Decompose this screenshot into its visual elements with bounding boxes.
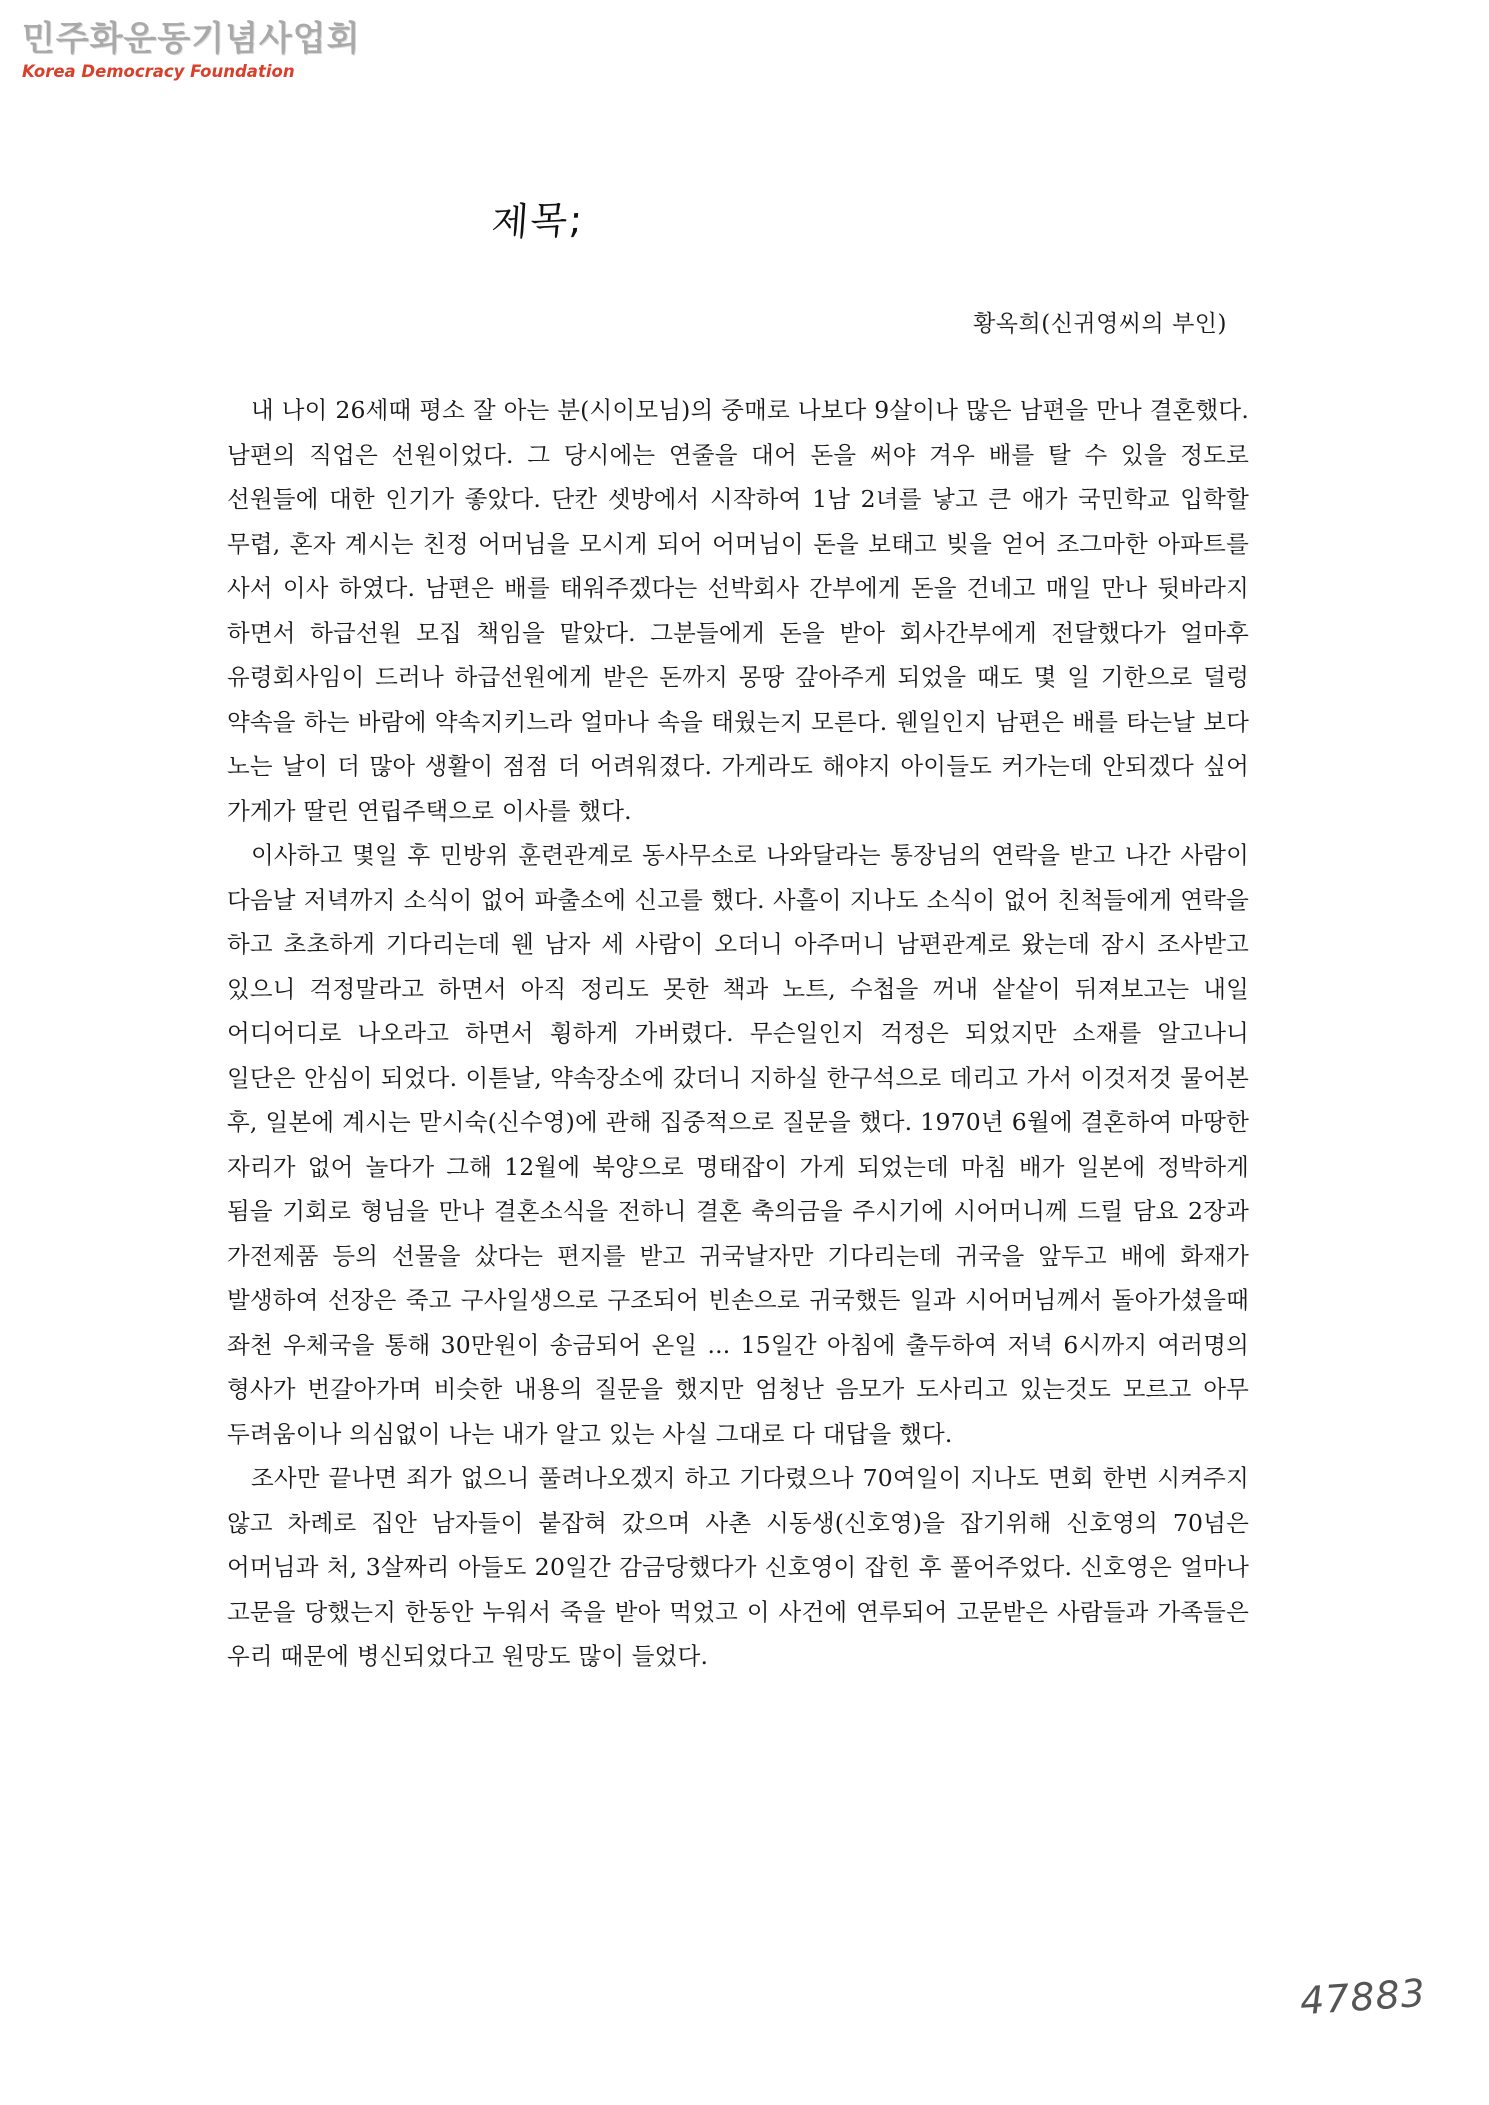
page-number-stamp: 47883 <box>1298 1970 1428 2024</box>
handwritten-title: 제목; <box>490 197 586 245</box>
author-line: 황옥희(신귀영씨의 부인) <box>973 311 1227 337</box>
paragraph-2: 이사하고 몇일 후 민방위 훈련관계로 동사무소로 나와달라는 통장님의 연락을 받고 나간 사람이 다음날 저녁까지 소식이 없어 파출소에 신고를 했다. 사흘이 지나도 소식이 없어 친척들에게 연락을 하고 초초하게 기다리는데 웬 남자 세 사람이 오더니 아주머니 남편관계로 왔는데 잠시 조사받고 있으니 걱정말라고 하면서 아직 정리도 못한 책과 노트, 수첩을 꺼내 샅샅이 뒤져보고는 내일 어디어디로 나오라고 하면서 휭하게 가버렸다. 무슨일인지 걱정은 되었지만 소재를 알고나니 일단은 안심이 되었다. 이튿날, 약속장소에 갔더니 지하실 한구석으로 데리고 가서 이것저것 물어본 후, 일본에 계시는 맏시숙(신수영)에 관해 집중적으로 질문을 했다. 1970년 6월에 결혼하여 마땅한 자리가 없어 놀다가 그해 12월에 북양으로 명태잡이 가게 되었는데 마침 배가 일본에 정박하게 됨을 기회로 형님을 만나 결혼소식을 전하니 결혼 축의금을 주시기에 시어머니께 드릴 담요 2장과 가전제품 등의 선물을 샀다는 편지를 받고 귀국날자만 기다리는데 귀국을 앞두고 배에 화재가 발생하여 선장은 죽고 구사일생으로 구조되어 빈손으로 귀국했든 일과 시어머님께서 돌아가셨을때 좌천 우체국을 통해 30만원이 송금되어 온일 ... 15일간 아침에 출두하여 저녁 6시까지 여러명의 형사가 번갈아가며 비슷한 내용의 질문을 했지만 엄청난 음모가 도사리고 있는것도 모르고 아무 두려움이나 의심없이 나는 내가 알고 있는 사실 그대로 다 대답을 했다. <box>227 841 1249 1448</box>
paragraph-3: 조사만 끝나면 죄가 없으니 풀려나오겠지 하고 기다렸으나 70여일이 지나도 면회 한번 시켜주지 않고 차례로 집안 남자들이 붙잡혀 갔으며 사촌 시동생(신호영)을 잡기위해 신호영의 70넘은 어머님과 처, 3살짜리 아들도 20일간 감금당했다가 신호영이 잡힌 후 풀어주었다. 신호영은 얼마나 고문을 당했는지 한동안 누워서 죽을 받아 먹었고 이 사건에 연루되어 고문받은 사람들과 가족들은 우리 때문에 병신되었다고 원망도 많이 들었다. <box>227 1464 1249 1670</box>
foundation-watermark <box>22 18 360 82</box>
paragraph-1: 내 나이 26세때 평소 잘 아는 분(시이모님)의 중매로 나보다 9살이나 많은 남편을 만나 결혼했다. 남편의 직업은 선원이었다. 그 당시에는 연줄을 대어 돈을 써야 겨우 배를 탈 수 있을 정도로 선원들에 대한 인기가 좋았다. 단칸 셋방에서 시작하여 1남 2녀를 낳고 큰 애가 국민학교 입학할 무렵, 혼자 계시는 친정 어머님을 모시게 되어 어머님이 돈을 보태고 빚을 얻어 조그마한 아파트를 사서 이사 하였다. 남편은 배를 태워주겠다는 선박회사 간부에게 돈을 건네고 매일 만나 뒷바라지 하면서 하급선원 모집 책임을 맡았다. 그분들에게 돈을 받아 회사간부에게 전달했다가 얼마후 유령회사임이 드러나 하급선원에게 받은 돈까지 몽땅 갚아주게 되었을 때도 몇 일 기한으로 덜렁 약속을 하는 바람에 약속지키느라 얼마나 속을 태웠는지 모른다. 웬일인지 남편은 배를 타는날 보다 노는 날이 더 많아 생활이 점점 더 어려워졌다. 가게라도 해야지 아이들도 커가는데 안되겠다 싶어 가게가 딸린 연립주택으로 이사를 했다. <box>227 396 1249 825</box>
watermark-english: Korea Democracy Foundation <box>22 62 295 81</box>
document-body <box>227 388 1249 1679</box>
watermark-korean: 민주화운동기념사업회 <box>22 19 361 59</box>
